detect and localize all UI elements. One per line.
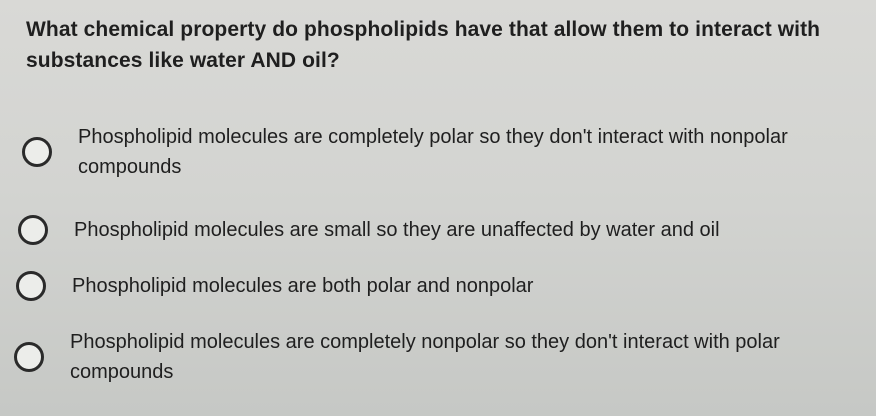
radio-button-3[interactable] bbox=[16, 271, 46, 301]
answer-option-1-label: Phospholipid molecules are completely polar so they don't interact with nonpolar compounds bbox=[78, 126, 788, 178]
answer-option-2-label: Phospholipid molecules are small so they are unaffected by water and oil bbox=[74, 219, 720, 241]
radio-button-2[interactable] bbox=[18, 215, 48, 245]
answer-option-1[interactable] bbox=[22, 122, 872, 182]
radio-button-4[interactable] bbox=[14, 342, 44, 372]
answer-option-3-label: Phospholipid molecules are both polar and nonpolar bbox=[72, 275, 534, 297]
answer-option-4-label: Phospholipid molecules are completely nonpolar so they don't interact with polar compounds bbox=[70, 331, 780, 383]
radio-button-1[interactable] bbox=[22, 137, 52, 167]
answer-option-4[interactable] bbox=[14, 327, 864, 387]
question-text: What chemical property do phospholipids have that allow them to interact with substances like water AND oil? bbox=[26, 18, 821, 72]
answer-option-2[interactable] bbox=[18, 215, 868, 245]
answer-option-3[interactable] bbox=[16, 271, 866, 301]
